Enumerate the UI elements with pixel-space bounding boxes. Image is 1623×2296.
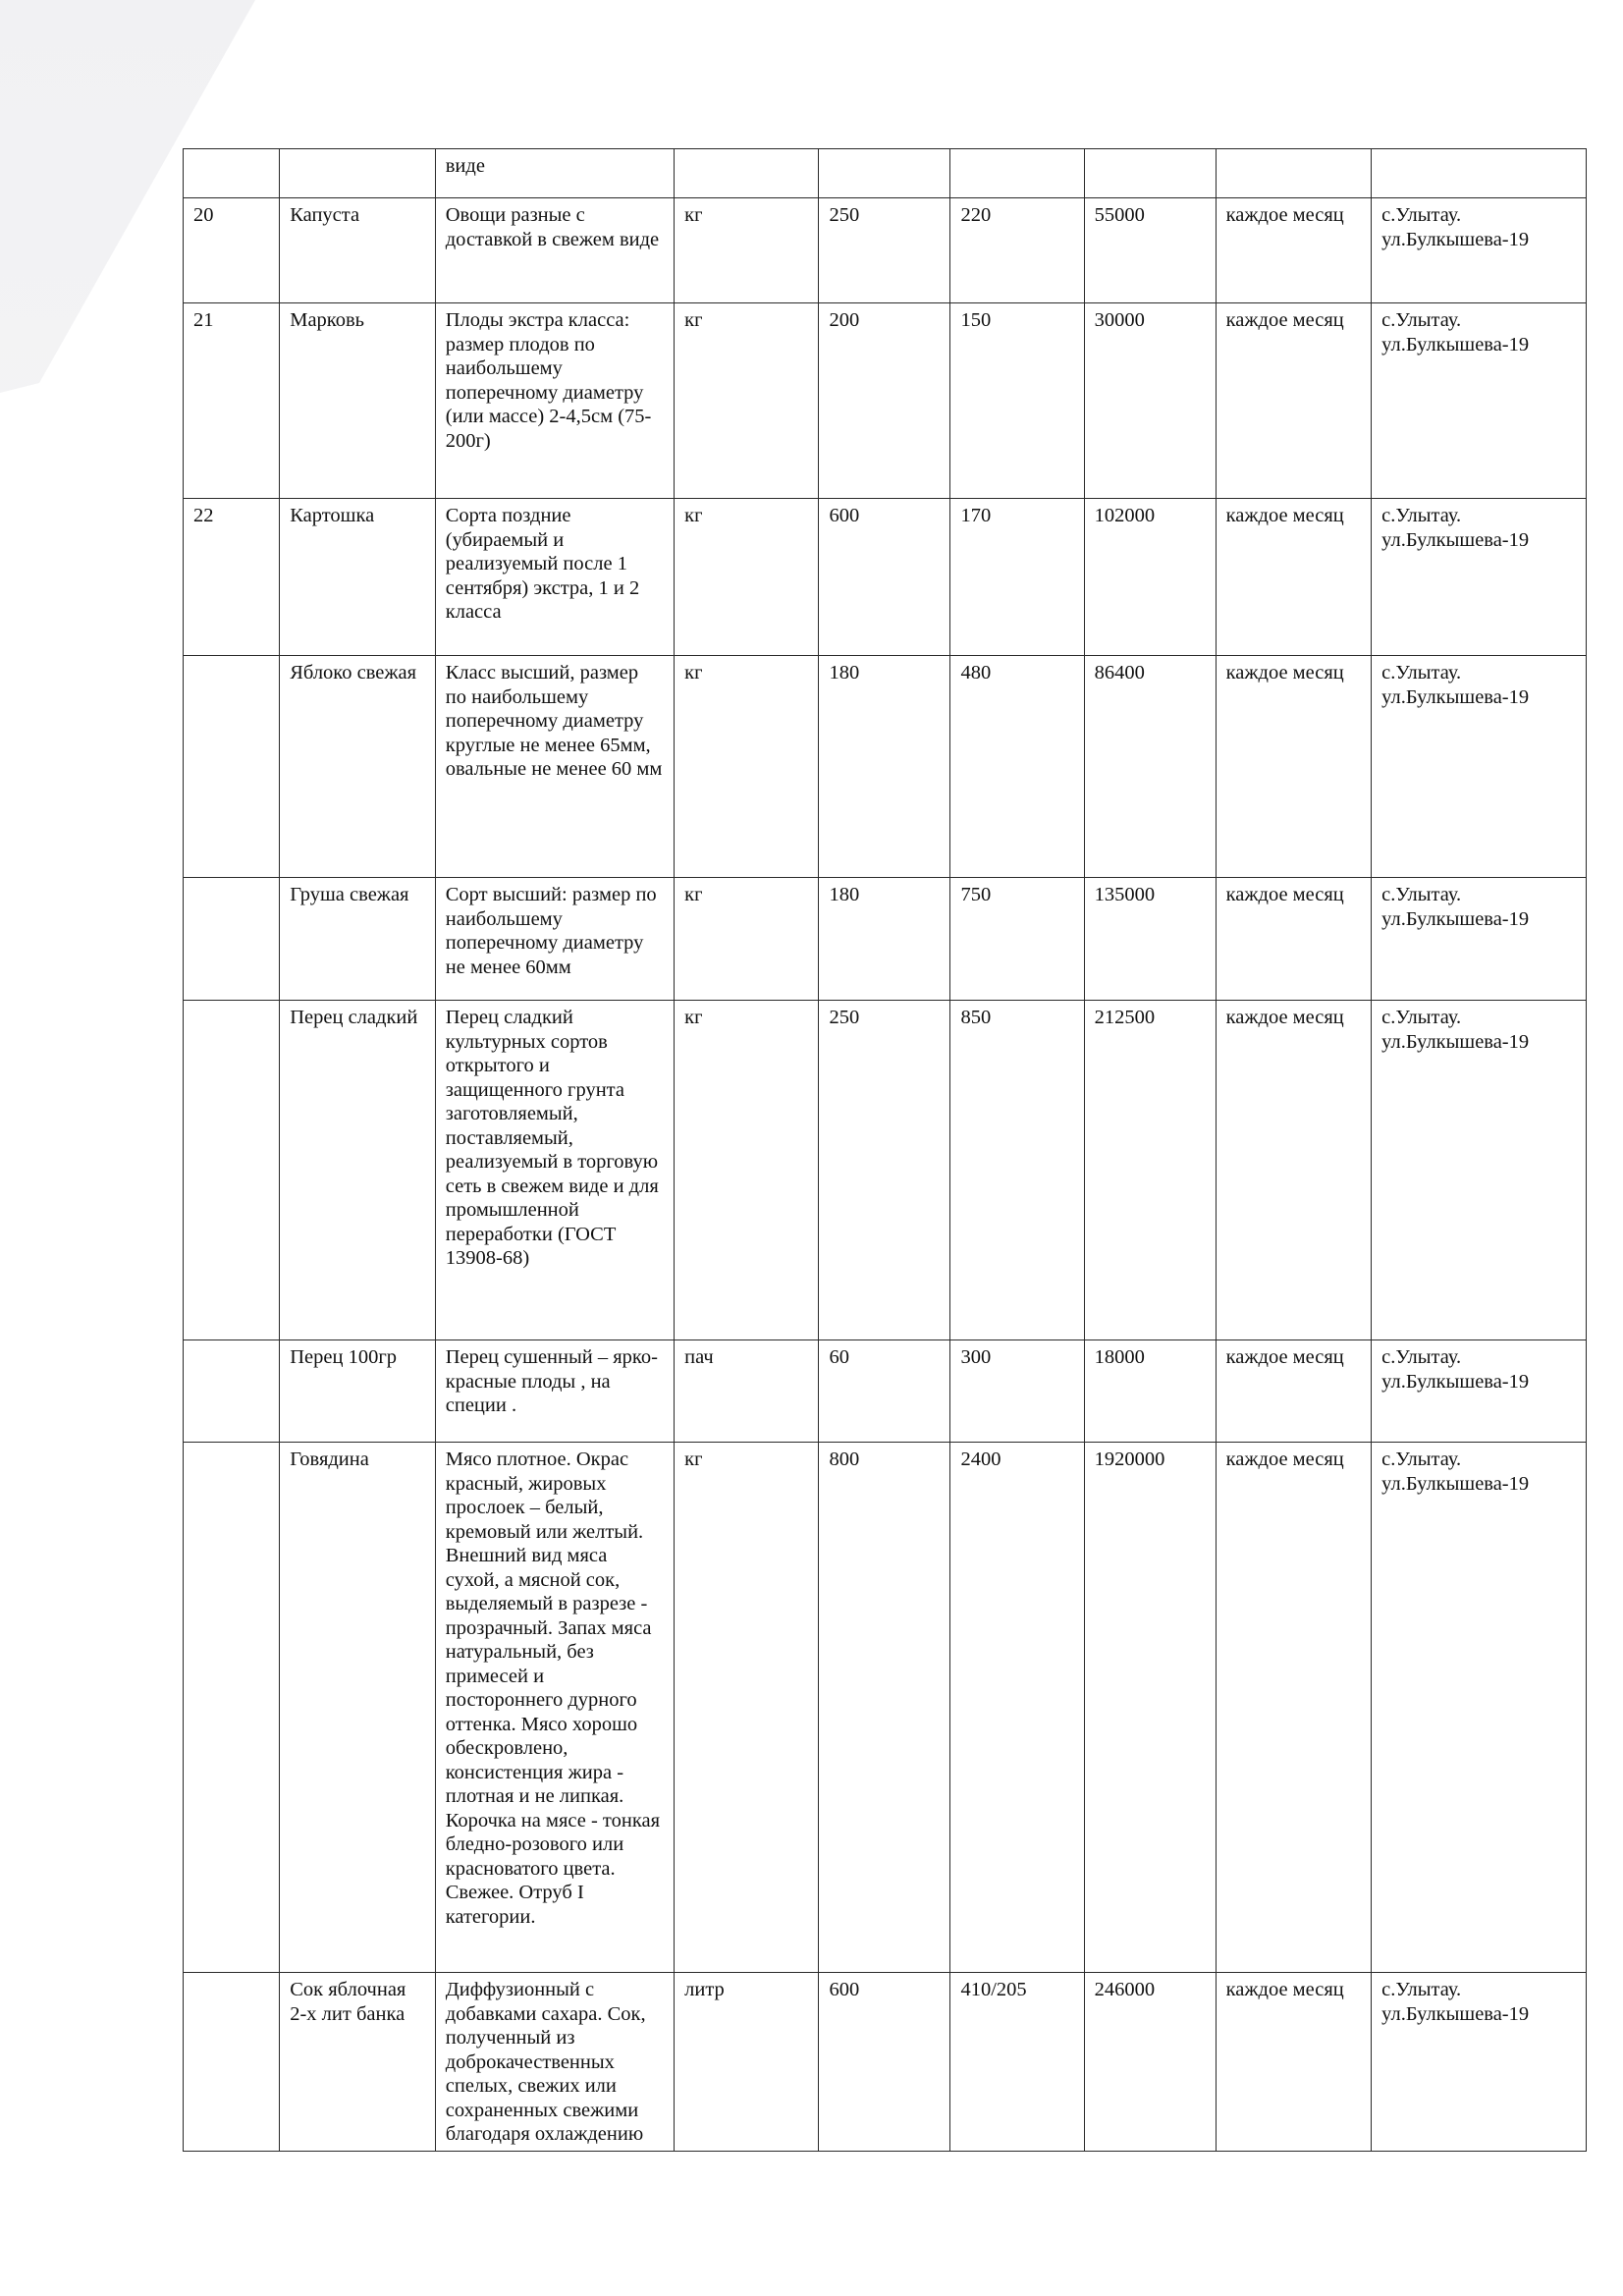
- cell-no: [184, 656, 280, 878]
- cell-sum: 246000: [1084, 1973, 1216, 2152]
- cell-price: 150: [950, 303, 1084, 499]
- cell-price: 850: [950, 1001, 1084, 1340]
- cell-price: 220: [950, 198, 1084, 303]
- cell-name: Перец сладкий: [280, 1001, 436, 1340]
- cell-unit: кг: [675, 198, 819, 303]
- cell-no: [184, 1340, 280, 1443]
- cell-spec: Овощи разные с доставкой в свежем виде: [435, 198, 674, 303]
- cell-spec: Сорта поздние (убираемый и реализуемый после 1 сентября) экстра, 1 и 2 класса: [435, 499, 674, 656]
- cell-addr: с.Улытау. ул.Булкышева-19: [1372, 499, 1587, 656]
- cell-name: Капуста: [280, 198, 436, 303]
- table-row: [184, 878, 1587, 1001]
- cell-term: каждое месяц: [1216, 198, 1372, 303]
- cell-term: каждое месяц: [1216, 499, 1372, 656]
- cell-sum: 30000: [1084, 303, 1216, 499]
- cell-spec: Класс высший, размер по наибольшему поперечному диаметру круглые не менее 65мм, овальные не менее 60 мм: [435, 656, 674, 878]
- cell-term: каждое месяц: [1216, 878, 1372, 1001]
- cell-no: [184, 1443, 280, 1973]
- cell-term: каждое месяц: [1216, 303, 1372, 499]
- cell-sum: 135000: [1084, 878, 1216, 1001]
- cell-addr: с.Улытау. ул.Булкышева-19: [1372, 1001, 1587, 1340]
- cell-sum: 86400: [1084, 656, 1216, 878]
- cell-addr: [1372, 149, 1587, 198]
- goods-table: [183, 148, 1587, 2152]
- cell-unit: кг: [675, 499, 819, 656]
- cell-spec: виде: [435, 149, 674, 198]
- table-row: [184, 499, 1587, 656]
- cell-name: Марковь: [280, 303, 436, 499]
- cell-name: [280, 149, 436, 198]
- cell-name: Говядина: [280, 1443, 436, 1973]
- cell-qty: 250: [819, 198, 950, 303]
- cell-addr: с.Улытау. ул.Булкышева-19: [1372, 878, 1587, 1001]
- cell-sum: 55000: [1084, 198, 1216, 303]
- cell-sum: 102000: [1084, 499, 1216, 656]
- cell-name: Сок яблочная 2-х лит банка: [280, 1973, 436, 2152]
- table-row-continuation: [184, 149, 1587, 198]
- cell-unit: пач: [675, 1340, 819, 1443]
- cell-unit: кг: [675, 878, 819, 1001]
- cell-sum: 18000: [1084, 1340, 1216, 1443]
- cell-unit: кг: [675, 656, 819, 878]
- cell-name: Перец 100гр: [280, 1340, 436, 1443]
- table-row: [184, 1340, 1587, 1443]
- cell-sum: 212500: [1084, 1001, 1216, 1340]
- cell-addr: с.Улытау. ул.Булкышева-19: [1372, 303, 1587, 499]
- cell-qty: 250: [819, 1001, 950, 1340]
- cell-name: Картошка: [280, 499, 436, 656]
- cell-spec: Плоды экстра класса: размер плодов по наибольшему поперечному диаметру (или массе) 2-4,5см (75-200г): [435, 303, 674, 499]
- cell-spec: Перец сладкий культурных сортов открытого и защищенного грунта заготовляемый, поставляемый, реализуемый в торговую сеть в свежем виде и для промышленной переработки (ГОСТ 13908-68): [435, 1001, 674, 1340]
- cell-unit: литр: [675, 1973, 819, 2152]
- cell-term: [1216, 149, 1372, 198]
- cell-no: 20: [184, 198, 280, 303]
- cell-unit: [675, 149, 819, 198]
- cell-qty: 600: [819, 499, 950, 656]
- cell-qty: [819, 149, 950, 198]
- cell-no: [184, 149, 280, 198]
- table-row: [184, 198, 1587, 303]
- cell-addr: с.Улытау. ул.Булкышева-19: [1372, 1443, 1587, 1973]
- cell-unit: кг: [675, 303, 819, 499]
- cell-no: 21: [184, 303, 280, 499]
- cell-price: 410/205: [950, 1973, 1084, 2152]
- cell-price: 480: [950, 656, 1084, 878]
- cell-spec: Диффузионный с добавками сахара. Сок, полученный из доброкачественных спелых, свежих или сохраненных свежими благодаря охлаждению: [435, 1973, 674, 2152]
- cell-qty: 180: [819, 878, 950, 1001]
- cell-term: каждое месяц: [1216, 1001, 1372, 1340]
- cell-price: 750: [950, 878, 1084, 1001]
- cell-term: каждое месяц: [1216, 656, 1372, 878]
- cell-addr: с.Улытау. ул.Булкышева-19: [1372, 198, 1587, 303]
- cell-unit: кг: [675, 1001, 819, 1340]
- cell-qty: 600: [819, 1973, 950, 2152]
- document-sheet: [183, 148, 1587, 2152]
- cell-no: [184, 1973, 280, 2152]
- table-row: [184, 303, 1587, 499]
- cell-term: каждое месяц: [1216, 1973, 1372, 2152]
- cell-price: 170: [950, 499, 1084, 656]
- cell-qty: 200: [819, 303, 950, 499]
- cell-price: [950, 149, 1084, 198]
- cell-name: Яблоко свежая: [280, 656, 436, 878]
- cell-qty: 180: [819, 656, 950, 878]
- cell-name: Груша свежая: [280, 878, 436, 1001]
- cell-price: 2400: [950, 1443, 1084, 1973]
- cell-term: каждое месяц: [1216, 1443, 1372, 1973]
- cell-term: каждое месяц: [1216, 1340, 1372, 1443]
- cell-sum: [1084, 149, 1216, 198]
- cell-qty: 800: [819, 1443, 950, 1973]
- cell-spec: Сорт высший: размер по наибольшему поперечному диаметру не менее 60мм: [435, 878, 674, 1001]
- cell-price: 300: [950, 1340, 1084, 1443]
- table-row: [184, 656, 1587, 878]
- cell-qty: 60: [819, 1340, 950, 1443]
- cell-no: 22: [184, 499, 280, 656]
- cell-addr: с.Улытау. ул.Булкышева-19: [1372, 656, 1587, 878]
- table-row: [184, 1973, 1587, 2152]
- cell-addr: с.Улытау. ул.Булкышева-19: [1372, 1340, 1587, 1443]
- cell-no: [184, 1001, 280, 1340]
- cell-spec: Мясо плотное. Окрас красный, жировых прослоек – белый, кремовый или желтый. Внешний вид мяса сухой, а мясной сок, выделяемый в разрезе - прозрачный. Запах мяса натуральный, без примесей и постороннего дурного оттенка. Мясо хорошо обескровлено, консистенция жира - плотная и не липкая. Корочка на мясе - тонкая бледно-розового или красноватого цвета. Свежее. Отруб I категории.: [435, 1443, 674, 1973]
- cell-addr: с.Улытау. ул.Булкышева-19: [1372, 1973, 1587, 2152]
- cell-sum: 1920000: [1084, 1443, 1216, 1973]
- cell-unit: кг: [675, 1443, 819, 1973]
- cell-no: [184, 878, 280, 1001]
- table-row: [184, 1443, 1587, 1973]
- cell-spec: Перец сушенный – ярко-красные плоды , на специи .: [435, 1340, 674, 1443]
- table-row: [184, 1001, 1587, 1340]
